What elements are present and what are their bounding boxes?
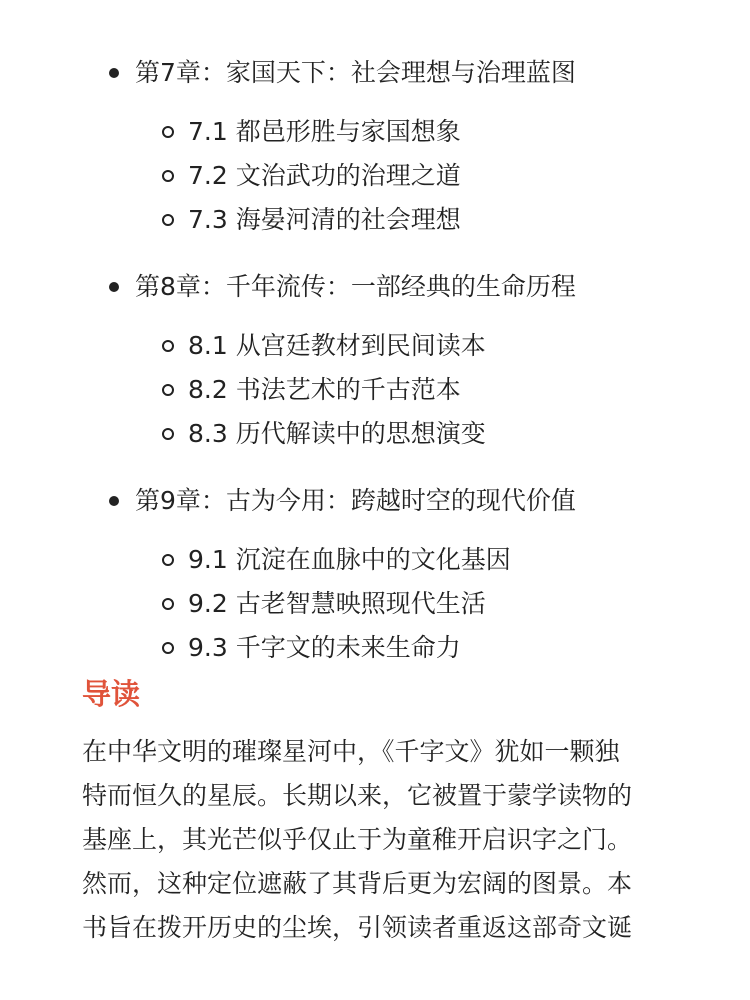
section-title: 8.2 书法艺术的千古范本 [188,375,461,404]
hollow-bullet-icon [162,428,174,440]
filled-bullet-icon [109,496,119,506]
chapter-title: 第8章：千年流传：一部经典的生命历程 [135,272,576,301]
chapter-item-7 [0,54,750,242]
section-item [0,626,750,670]
intro-heading: 导读 [82,677,141,711]
intro-line: 基座上，其光芒似乎仅止于为童稚开启识字之门。 [82,825,633,854]
chapter-item-9 [0,482,750,670]
section-title: 9.2 古老智慧映照现代生活 [188,589,486,618]
filled-bullet-icon [109,68,119,78]
chapter-item-8 [0,268,750,456]
section-item [0,110,750,154]
section-list [0,324,750,456]
section-list [0,538,750,670]
section-list [0,110,750,242]
section-title: 7.3 海晏河清的社会理想 [188,205,461,234]
section-title: 9.1 沉淀在血脉中的文化基因 [188,545,511,574]
intro-line: 然而，这种定位遮蔽了其背后更为宏阔的图景。本 [82,869,633,898]
section-title: 8.3 历代解读中的思想演变 [188,419,486,448]
intro-line: 书旨在拨开历史的尘埃，引领读者重返这部奇文诞 [82,913,633,942]
section-item [0,538,750,582]
section-item [0,412,750,456]
intro-line: 在中华文明的璀璨星河中，《千字文》犹如一颗独 [82,737,620,766]
table-of-contents [0,54,750,696]
hollow-bullet-icon [162,214,174,226]
hollow-bullet-icon [162,126,174,138]
section-item [0,368,750,412]
chapter-title: 第9章：古为今用：跨越时空的现代价值 [135,486,576,515]
section-title: 8.1 从宫廷教材到民间读本 [188,331,486,360]
section-title: 9.3 千字文的未来生命力 [188,633,461,662]
hollow-bullet-icon [162,340,174,352]
section-item [0,324,750,368]
section-item [0,154,750,198]
hollow-bullet-icon [162,554,174,566]
section-title: 7.2 文治武功的治理之道 [188,161,461,190]
chapter-line [0,482,750,520]
filled-bullet-icon [109,282,119,292]
section-item [0,198,750,242]
chapter-line [0,54,750,92]
hollow-bullet-icon [162,170,174,182]
section-item [0,582,750,626]
chapter-line [0,268,750,306]
chapter-title: 第7章：家国天下：社会理想与治理蓝图 [135,58,576,87]
hollow-bullet-icon [162,642,174,654]
intro-paragraph [82,730,672,950]
hollow-bullet-icon [162,384,174,396]
intro-line: 特而恒久的星辰。长期以来，它被置于蒙学读物的 [82,781,633,810]
hollow-bullet-icon [162,598,174,610]
section-title: 7.1 都邑形胜与家国想象 [188,117,461,146]
